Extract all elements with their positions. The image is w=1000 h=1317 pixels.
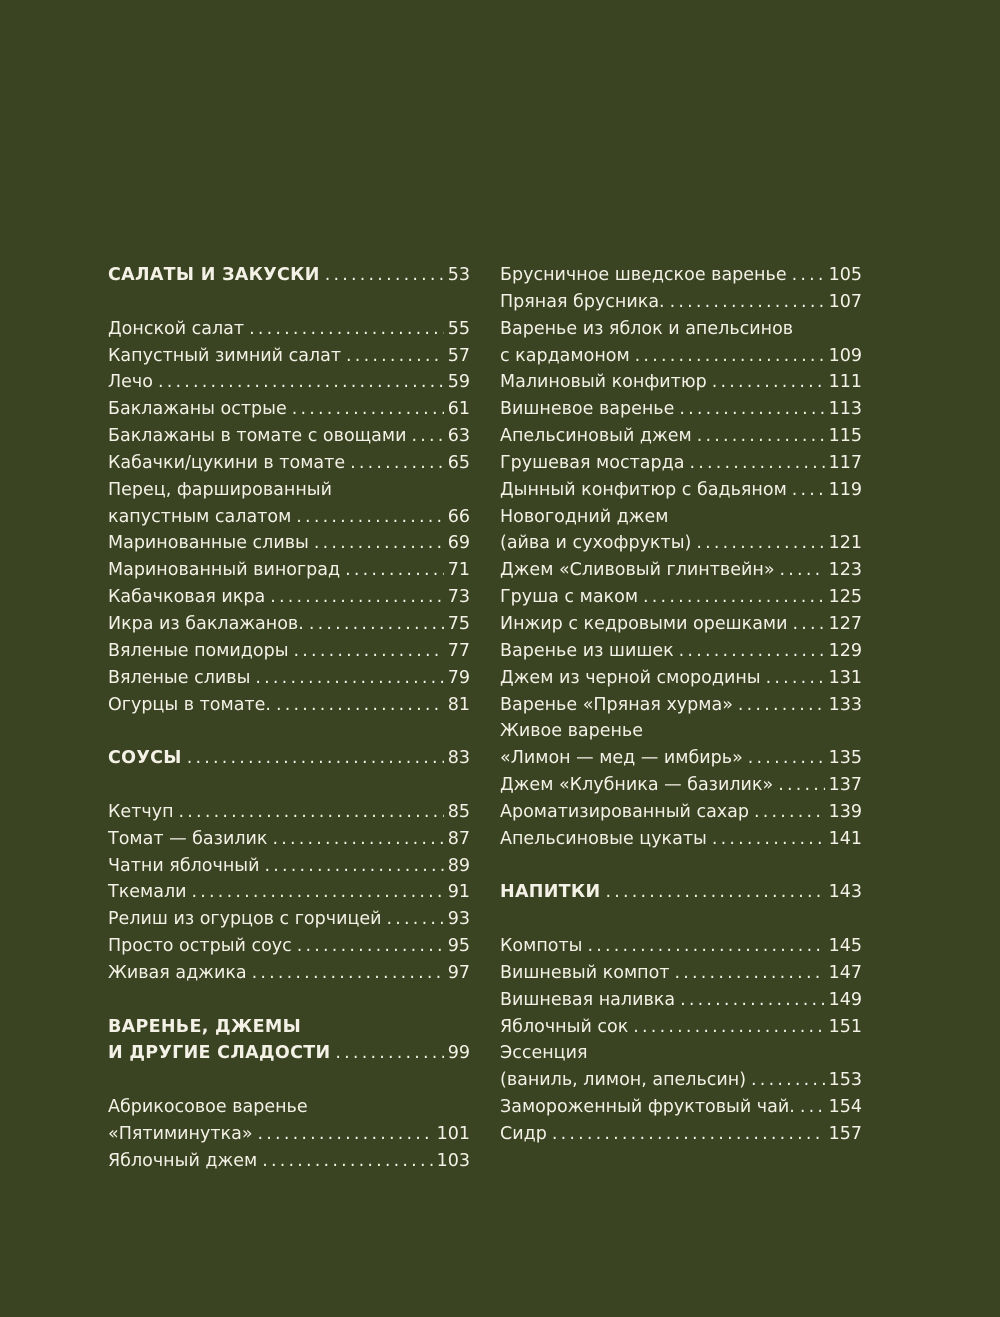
entry-title: Груша с маком [500,587,639,608]
spacer [108,1067,470,1094]
entry-title: Кабачковая икра [108,587,266,608]
toc-entry[interactable] [500,826,862,853]
dot-leader [350,450,444,477]
toc-entry[interactable] [108,960,470,987]
section-title: НАПИТКИ [500,882,601,903]
entry-title: Брусничное шведское варенье [500,265,787,285]
page-number: 99 [447,1043,470,1064]
toc-entry[interactable] [500,450,862,477]
page-number: 123 [828,560,862,581]
toc-entry[interactable] [108,423,470,450]
page-number: 121 [828,533,862,554]
entry-title: Апельсиновый джем [500,426,692,447]
page-number: 137 [828,775,862,796]
page-number: 129 [828,640,862,661]
entry-title: Баклажаны острые [108,399,287,420]
entry-title: капустным салатом [108,506,292,527]
entry-title: Капустный зимний салат [108,345,342,366]
section-title: И ДРУГИЕ СЛАДОСТИ [108,1043,331,1064]
toc-entry[interactable] [108,584,470,611]
toc-entry[interactable] [500,530,862,557]
toc-entry[interactable] [500,289,862,316]
entry-title: Ткемали [108,882,187,903]
page-number: 157 [828,1124,862,1144]
entry-title: Маринованные сливы [108,533,309,554]
dot-leader [697,423,825,450]
dot-leader [696,530,824,557]
toc-entry[interactable] [108,1148,470,1175]
entry-title: Дынный конфитюр с бадьяном [500,479,787,500]
page-number: 93 [447,909,470,930]
dot-leader [751,1067,825,1094]
toc-entry[interactable] [108,826,470,853]
toc-entry[interactable] [500,423,862,450]
section-heading[interactable] [500,879,862,906]
entry-title: Томат — базилик [108,828,268,849]
page-number: 117 [828,452,862,473]
toc-entry[interactable] [500,799,862,826]
toc-entry[interactable] [108,557,470,584]
toc-entry[interactable] [500,987,862,1014]
toc-entry[interactable] [500,638,862,665]
entry-title: Грушевая мостарда [500,452,685,473]
toc-entry[interactable] [500,557,862,584]
entry-title: Вишневый компот [500,962,670,983]
page-number: 105 [828,265,862,285]
dot-leader [689,450,824,477]
dot-leader [792,477,825,504]
entry-title: Джем из черной смородины [500,667,761,688]
page-number: 111 [828,372,862,393]
toc-entry[interactable] [500,1094,862,1121]
toc-entry[interactable] [500,611,862,638]
page-number: 113 [828,399,862,420]
dot-leader [276,692,444,719]
entry-title: Варенье из яблок и апельсинов [500,318,794,339]
page-number: 97 [447,962,470,983]
page-number: 119 [828,479,862,500]
page-number: 147 [828,962,862,983]
toc-entry[interactable] [500,316,862,343]
entry-title: Варенье из шишек [500,640,674,661]
dot-leader [793,611,825,638]
entry-title: Огурцы в томате. [108,694,271,715]
section-heading[interactable] [108,262,470,289]
toc-right-column [500,262,862,1148]
toc-entry[interactable] [500,1014,862,1041]
entry-title: Эссенция [500,1043,588,1064]
entry-title: Абрикосовое варенье [108,1097,308,1118]
dot-leader [335,1040,443,1067]
page-number: 151 [828,1016,862,1037]
toc-entry[interactable] [500,504,862,531]
dot-leader [679,638,825,665]
entry-title: Новогодний джем [500,506,669,527]
entry-title: Икра из баклажанов. [108,613,304,634]
section-title: ВАРЕНЬЕ, ДЖЕМЫ [108,1016,302,1037]
toc-entry[interactable] [108,530,470,557]
dot-leader [387,906,444,933]
page-number: 63 [447,426,470,447]
dot-leader [633,1014,824,1041]
dot-leader [158,369,444,396]
toc-entry[interactable] [108,879,470,906]
dot-leader [675,960,825,987]
dot-leader [800,1094,825,1121]
toc-entry[interactable] [500,1040,862,1067]
toc-entry[interactable] [500,665,862,692]
entry-title: Яблочный джем [108,1150,258,1171]
entry-title: «Лимон — мед — имбирь» [500,748,743,769]
dot-leader [712,369,825,396]
toc-entry[interactable] [108,396,470,423]
entry-title: Чатни яблочный [108,855,260,876]
toc-entry[interactable] [108,611,470,638]
dot-leader [252,960,444,987]
entry-title: Кетчуп [108,801,174,822]
dot-leader [264,853,443,880]
page-number: 101 [436,1124,470,1144]
dot-leader [272,826,443,853]
page-number: 57 [447,345,470,366]
page-number: 65 [447,452,470,473]
entry-title: Живое варенье [500,721,644,742]
dot-leader [325,262,444,289]
page-number: 83 [447,748,470,769]
toc-entry[interactable] [108,906,470,933]
page-number: 154 [828,1097,862,1118]
toc-entry[interactable] [108,369,470,396]
dot-leader [249,316,444,343]
dot-leader [309,611,444,638]
page-number: 133 [828,694,862,715]
entry-title: Яблочный сок [500,1016,629,1037]
entry-title: с кардамоном [500,345,630,366]
dot-leader [346,343,444,370]
toc-entry[interactable] [108,343,470,370]
entry-title: Апельсиновые цукаты [500,828,707,849]
toc-entry[interactable] [108,799,470,826]
dot-leader [670,289,825,316]
page-number: 55 [447,318,470,339]
toc-entry[interactable] [500,692,862,719]
page-number: 131 [828,667,862,688]
entry-title: (ваниль, лимон, апельсин) [500,1070,747,1091]
toc-entry[interactable] [108,504,470,531]
dot-leader [179,799,444,826]
section-heading[interactable] [108,745,470,772]
toc-entry[interactable] [500,1121,862,1148]
toc-entry[interactable] [108,1121,470,1148]
dot-leader [605,879,824,906]
toc-entry[interactable] [500,960,862,987]
spacer [108,289,470,316]
dot-leader [679,396,824,423]
entry-title: Джем «Сливовый глинтвейн» [500,560,775,581]
toc-entry[interactable] [108,665,470,692]
entry-title: Замороженный фруктовый чай. [500,1097,795,1118]
entry-title: Живая аджика [108,962,247,983]
toc-entry[interactable] [500,745,862,772]
toc-entry[interactable] [500,1067,862,1094]
toc-entry[interactable] [108,692,470,719]
toc-entry[interactable] [108,1094,470,1121]
entry-title: Баклажаны в томате с овощами [108,426,407,447]
dot-leader [792,262,825,289]
entry-title: (айва и сухофрукты) [500,533,692,554]
entry-title: Вишневая наливка [500,989,676,1010]
page-number: 143 [828,882,862,903]
entry-title: Вишневое варенье [500,399,675,420]
dot-leader [643,584,825,611]
dot-leader [192,879,444,906]
entry-title: Кабачки/цукини в томате [108,452,346,473]
page-number: 87 [447,828,470,849]
page-number: 59 [447,372,470,393]
page-number: 77 [447,640,470,661]
page-number: 125 [828,587,862,608]
page-number: 91 [447,882,470,903]
dot-leader [292,396,444,423]
spacer [108,772,470,799]
page-number: 69 [447,533,470,554]
page-number: 71 [447,560,470,581]
toc-entry[interactable] [500,262,862,289]
dot-leader [345,557,444,584]
entry-title: Джем «Клубника — базилик» [500,775,774,796]
page-number: 109 [828,345,862,366]
toc-entry[interactable] [108,933,470,960]
dot-leader [258,1121,433,1148]
page-number: 61 [447,399,470,420]
spacer [108,718,470,745]
toc-entry[interactable] [500,343,862,370]
dot-leader [738,692,825,719]
dot-leader [187,745,444,772]
dot-leader [552,1121,825,1148]
page-number: 89 [447,855,470,876]
entry-title: Пряная брусника. [500,291,665,312]
dot-leader [294,638,444,665]
dot-leader [411,423,443,450]
spacer [500,853,862,880]
page-number: 95 [447,936,470,957]
page-number: 149 [828,989,862,1010]
toc-entry[interactable] [108,450,470,477]
dot-leader [314,530,444,557]
toc-entry[interactable] [500,584,862,611]
toc-left-column [108,262,470,1175]
toc-entry[interactable] [500,772,862,799]
section-title: СОУСЫ [108,748,182,769]
dot-leader [754,799,825,826]
page-number: 107 [828,291,862,312]
spacer [108,987,470,1014]
dot-leader [748,745,825,772]
toc-entry[interactable] [108,853,470,880]
dot-leader [778,772,824,799]
page-number: 103 [436,1150,470,1171]
page-number: 85 [447,801,470,822]
entry-title: Просто острый соус [108,936,292,957]
toc-entry[interactable] [500,396,862,423]
page-number: 127 [828,613,862,634]
entry-title: Инжир с кедровыми орешками [500,613,788,634]
entry-title: Маринованный виноград [108,560,341,581]
page-number: 75 [447,613,470,634]
page-number: 115 [828,426,862,447]
dot-leader [635,343,825,370]
page-number: 141 [828,828,862,849]
entry-title: Перец, фаршированный [108,479,332,500]
page-number: 73 [447,587,470,608]
dot-leader [262,1148,432,1175]
dot-leader [780,557,825,584]
entry-title: Сидр [500,1124,547,1144]
entry-title: Лечо [108,372,153,393]
page-number: 66 [447,506,470,527]
dot-leader [255,665,443,692]
entry-title: Малиновый конфитюр [500,372,707,393]
toc-entry[interactable] [108,638,470,665]
section-title: САЛАТЫ И ЗАКУСКИ [108,265,320,285]
entry-title: Вяленые помидоры [108,640,289,661]
entry-title: Варенье «Пряная хурма» [500,694,733,715]
dot-leader [297,933,444,960]
dot-leader [680,987,825,1014]
toc-entry[interactable] [500,369,862,396]
entry-title: Донской салат [108,318,245,339]
entry-title: Компоты [500,936,583,957]
page-number: 153 [828,1070,862,1091]
entry-title: Вяленые сливы [108,667,251,688]
spacer [500,906,862,933]
dot-leader [296,504,443,531]
entry-title: Релиш из огурцов с горчицей [108,909,382,930]
dot-leader [712,826,825,853]
section-heading[interactable] [108,1014,470,1041]
entry-title: Ароматизированный сахар [500,801,749,822]
page-number: 79 [447,667,470,688]
dot-leader [766,665,825,692]
toc-entry[interactable] [500,477,862,504]
page-number: 53 [447,265,470,285]
toc-entry[interactable] [108,477,470,504]
dot-leader [588,933,825,960]
page-number: 135 [828,748,862,769]
page-number: 145 [828,936,862,957]
section-heading[interactable] [108,1040,470,1067]
page-number: 81 [447,694,470,715]
dot-leader [270,584,444,611]
toc-entry[interactable] [500,933,862,960]
entry-title: «Пятиминутка» [108,1124,253,1144]
page-number: 139 [828,801,862,822]
toc-entry[interactable] [500,718,862,745]
toc-entry[interactable] [108,316,470,343]
